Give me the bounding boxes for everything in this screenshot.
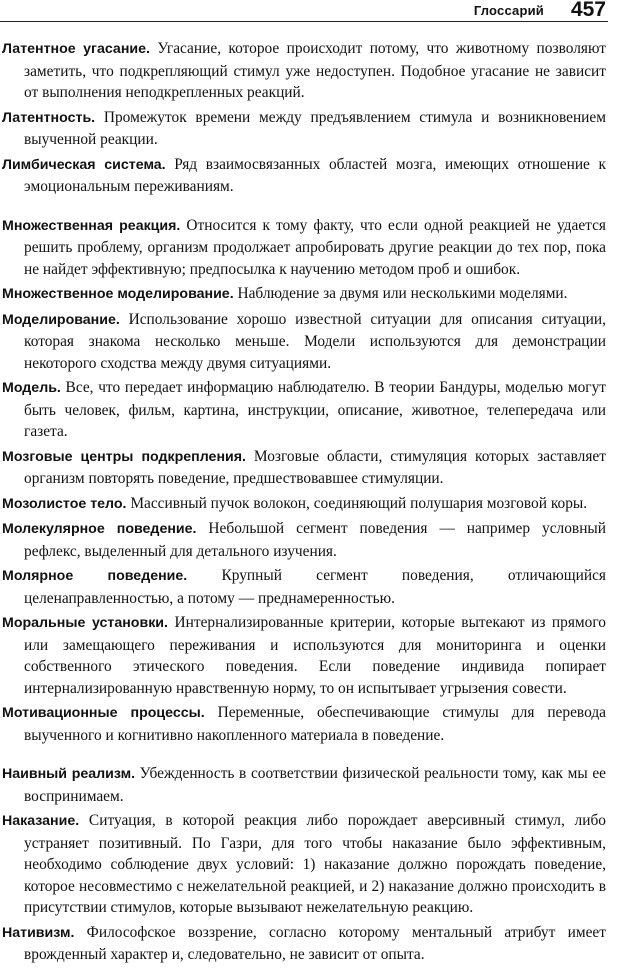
entry-definition: Крупный сегмент поведения, отличающийся целенаправленностью, а потому — преднамеренностью. — [24, 567, 606, 607]
entry-term: Латентное угасание. — [2, 41, 150, 57]
entry-term: Моральные установки. — [2, 615, 168, 631]
entry-term: Лимбическая система. — [2, 156, 166, 173]
page-number: 457 — [570, 0, 606, 21]
entry-definition: Небольшой сегмент поведения — например условный рефлекс, выделенный для детального изучения. — [24, 520, 607, 560]
glossary-entry — [2, 493, 606, 516]
entry-definition: Убежденность в соответствии физической реальности тому, как мы ее воспринимаем. — [24, 765, 606, 805]
glossary-entry — [2, 518, 606, 562]
glossary-entry — [2, 446, 606, 490]
entry-definition: Интернализированные критерии, которые вытекают из прямого или замещающего переживания и используются для мониторинга и оценки собственного этического поведения. Если поведение индивида попирает интернализированную нравственную норму, то он испытывает угрызения совести. — [24, 614, 606, 697]
glossary-entry — [2, 612, 606, 699]
glossary-entry — [2, 215, 606, 281]
entry-term: Мозолистое тело. — [2, 495, 127, 512]
glossary-entry — [2, 565, 606, 609]
entry-term: Молярное поведение. — [2, 568, 188, 584]
entry-term: Нативизм. — [2, 924, 75, 941]
glossary-entry — [2, 377, 606, 443]
entry-term: Моделирование. — [2, 311, 120, 328]
entry-definition: Мозговые области, стимуляция которых заставляет организм повторять поведение, предшествовавшее стимуляции. — [24, 447, 606, 487]
entry-definition: Промежуток времени между предъявлением стимула и возникновением выученной реакции. — [24, 108, 606, 148]
glossary-entry — [2, 309, 606, 375]
entry-term: Множественная реакция. — [2, 217, 181, 234]
glossary-entry — [2, 702, 606, 746]
glossary-entry — [2, 810, 606, 919]
running-header — [0, 0, 608, 22]
entry-definition: Массивный пучок волокон, соединяющий полушария мозговой коры. — [126, 494, 588, 512]
glossary-entry — [2, 283, 606, 306]
entry-definition: Переменные, обеспечивающие стимулы для перевода выученного и когнитивно накопленного материала в поведение. — [24, 704, 606, 744]
glossary-entry — [2, 107, 606, 151]
entry-term: Множественное моделирование. — [2, 286, 234, 302]
entry-definition: Все, что передает информацию наблюдателю. В теории Бандуры, моделью могут быть человек, фильм, картина, инструкции, описание, животное, телепередача или газета. — [24, 379, 606, 440]
entry-term: Молекулярное поведение. — [2, 521, 197, 537]
entry-definition: Угасание, которое происходит потому, что животному позволяют заметить, что подкрепляющий стимул уже недоступен. Подобное угасание не зависит от выполнения неподкрепленных реакций. — [24, 40, 606, 101]
entry-term: Мотивационные процессы. — [2, 705, 205, 721]
glossary-entry — [2, 922, 606, 966]
glossary-entry — [2, 38, 606, 104]
glossary-entries — [2, 38, 606, 969]
entry-definition: Философское воззрение, согласно которому ментальный атрибут имеет врожденный характер и, следовательно, не зависит от опыта. — [24, 923, 606, 963]
entry-term: Мозговые центры подкрепления. — [2, 448, 246, 465]
entry-definition: Относится к тому факту, что если одной реакцией не удается решить проблему, организм продолжает апробировать другие реакции до тех пор, пока не найдет эффективную; предпосылка к научению методом проб и ошибок. — [24, 216, 606, 278]
entry-term: Латентность. — [2, 109, 96, 126]
entry-term: Наивный реализм. — [2, 766, 136, 782]
entry-definition: Наблюдение за двумя или несколькими моделями. — [233, 285, 568, 302]
entry-term: Модель. — [2, 380, 61, 396]
entry-definition: Ряд взаимосвязанных областей мозга, имеющих отношение к эмоциональным переживаниям. — [24, 155, 606, 195]
entry-definition: Использование хорошо известной ситуации для описания ситуации, которая знакома несколько меньше. Модели используются для демонстрации некоторого сходства между двумя ситуациями. — [24, 310, 606, 372]
entry-definition: Ситуация, в которой реакция либо порождает аверсивный стимул, либо устраняет позитивный. По Газри, для того чтобы наказание было эффективным, необходимо соблюдение двух условий: 1) наказание должно порождать поведение, которое несовместимо с нежелательной реакцией, и 2) наказание должно происходить в присутствии стимулов, которые вызывают нежелательную реакцию. — [24, 812, 606, 916]
running-title: Глоссарий — [473, 3, 544, 18]
glossary-entry — [2, 154, 606, 198]
glossary-entry — [2, 763, 606, 807]
entry-term: Наказание. — [2, 813, 80, 829]
